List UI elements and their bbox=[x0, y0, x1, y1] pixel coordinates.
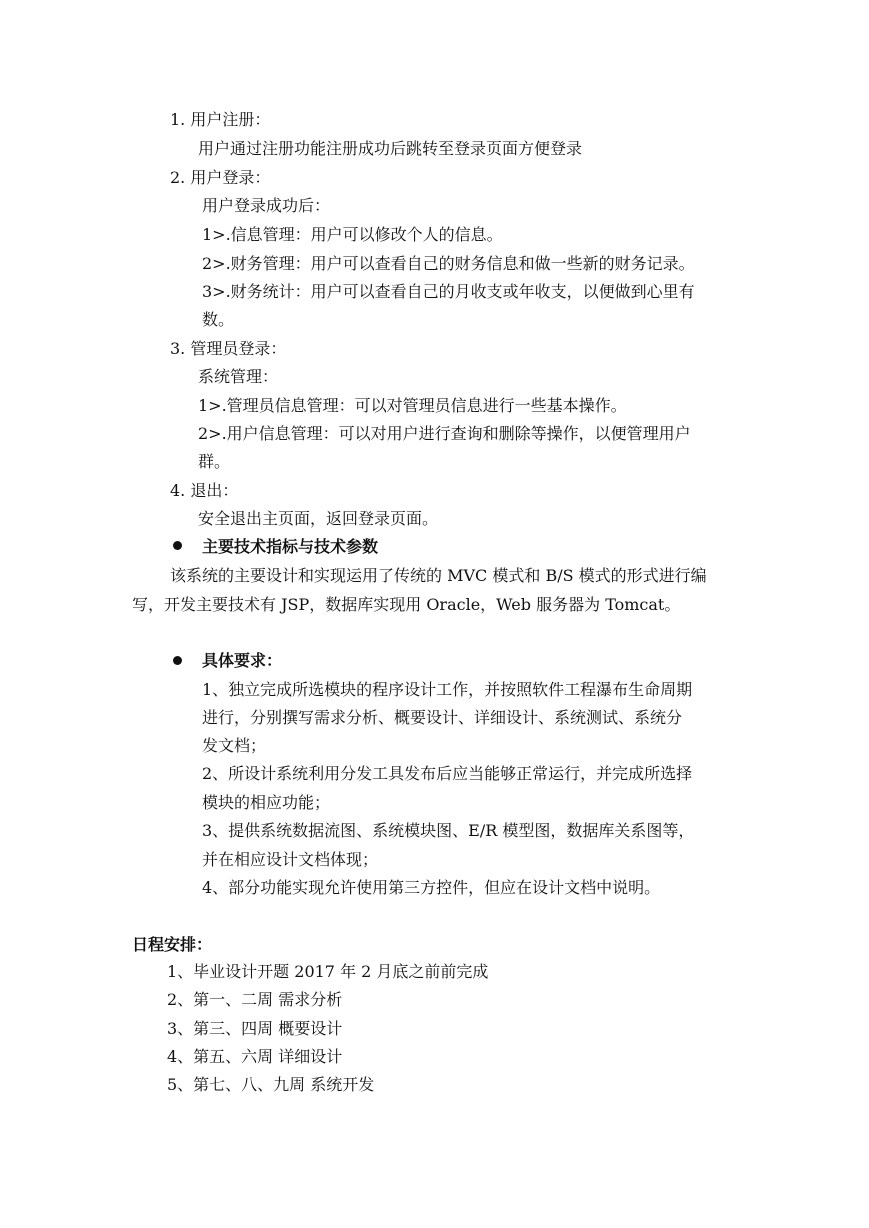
req-line: 发文档； bbox=[202, 736, 267, 755]
req-line: 并在相应设计文档体现； bbox=[202, 850, 379, 869]
tech-line2: 写，开发主要技术有 JSP，数据库实现用 Oracle，Web 服务器为 Tomcat。 bbox=[132, 595, 681, 614]
item3-sub2-line1: 2>.用户信息管理：可以对用户进行查询和删除等操作，以便管理用户 bbox=[198, 424, 691, 443]
schedule-item: 2、第一、二周 需求分析 bbox=[167, 990, 343, 1009]
item4-desc: 安全退出主页面，返回登录页面。 bbox=[198, 509, 439, 528]
schedule-item: 4、第五、六周 详细设计 bbox=[167, 1047, 343, 1066]
schedule-item: 1、毕业设计开题 2017 年 2 月底之前前完成 bbox=[167, 962, 489, 981]
bullet-icon bbox=[173, 541, 182, 550]
req-line: 3、提供系统数据流图、系统模块图、E/R 模型图，数据库关系图等， bbox=[202, 821, 695, 840]
schedule-heading: 日程安排： bbox=[132, 935, 213, 954]
item3-sub1: 1>.管理员信息管理：可以对管理员信息进行一些基本操作。 bbox=[198, 396, 627, 415]
req-line: 2、所设计系统利用分发工具发布后应当能够正常运行，并完成所选择 bbox=[202, 764, 693, 783]
schedule-item: 3、第三、四周 概要设计 bbox=[167, 1019, 343, 1038]
req-line: 进行，分别撰写需求分析、概要设计、详细设计、系统测试、系统分 bbox=[202, 708, 683, 727]
item3-title: 3. 管理员登录： bbox=[170, 339, 287, 358]
bullet-icon bbox=[173, 656, 182, 665]
item3-sub2-line2: 群。 bbox=[198, 452, 231, 471]
item2-sub2: 2>.财务管理：用户可以查看自己的财务信息和做一些新的财务记录。 bbox=[202, 254, 695, 273]
item1-title: 1. 用户注册： bbox=[170, 110, 271, 129]
schedule-item: 5、第七、八、九周 系统开发 bbox=[167, 1075, 375, 1094]
item2-sub3-line2: 数。 bbox=[202, 310, 235, 329]
req-line: 1、独立完成所选模块的程序设计工作，并按照软件工程瀑布生命周期 bbox=[202, 680, 693, 699]
item2-intro: 用户登录成功后： bbox=[202, 196, 331, 215]
item4-title: 4. 退出： bbox=[170, 481, 239, 500]
item2-sub1: 1>.信息管理：用户可以修改个人的信息。 bbox=[202, 225, 503, 244]
item3-intro: 系统管理： bbox=[198, 367, 279, 386]
tech-line1: 该系统的主要设计和实现运用了传统的 MVC 模式和 B/S 模式的形式进行编 bbox=[170, 566, 707, 585]
req-line: 4、部分功能实现允许使用第三方控件，但应在设计文档中说明。 bbox=[202, 878, 661, 897]
item2-sub3-line1: 3>.财务统计：用户可以查看自己的月收支或年收支，以便做到心里有 bbox=[202, 282, 695, 301]
req-line: 模块的相应功能； bbox=[202, 793, 331, 812]
item2-title: 2. 用户登录： bbox=[170, 168, 271, 187]
tech-heading: 主要技术指标与技术参数 bbox=[202, 537, 379, 556]
requirements-heading: 具体要求： bbox=[202, 651, 283, 670]
item1-desc: 用户通过注册功能注册成功后跳转至登录页面方便登录 bbox=[198, 139, 583, 158]
